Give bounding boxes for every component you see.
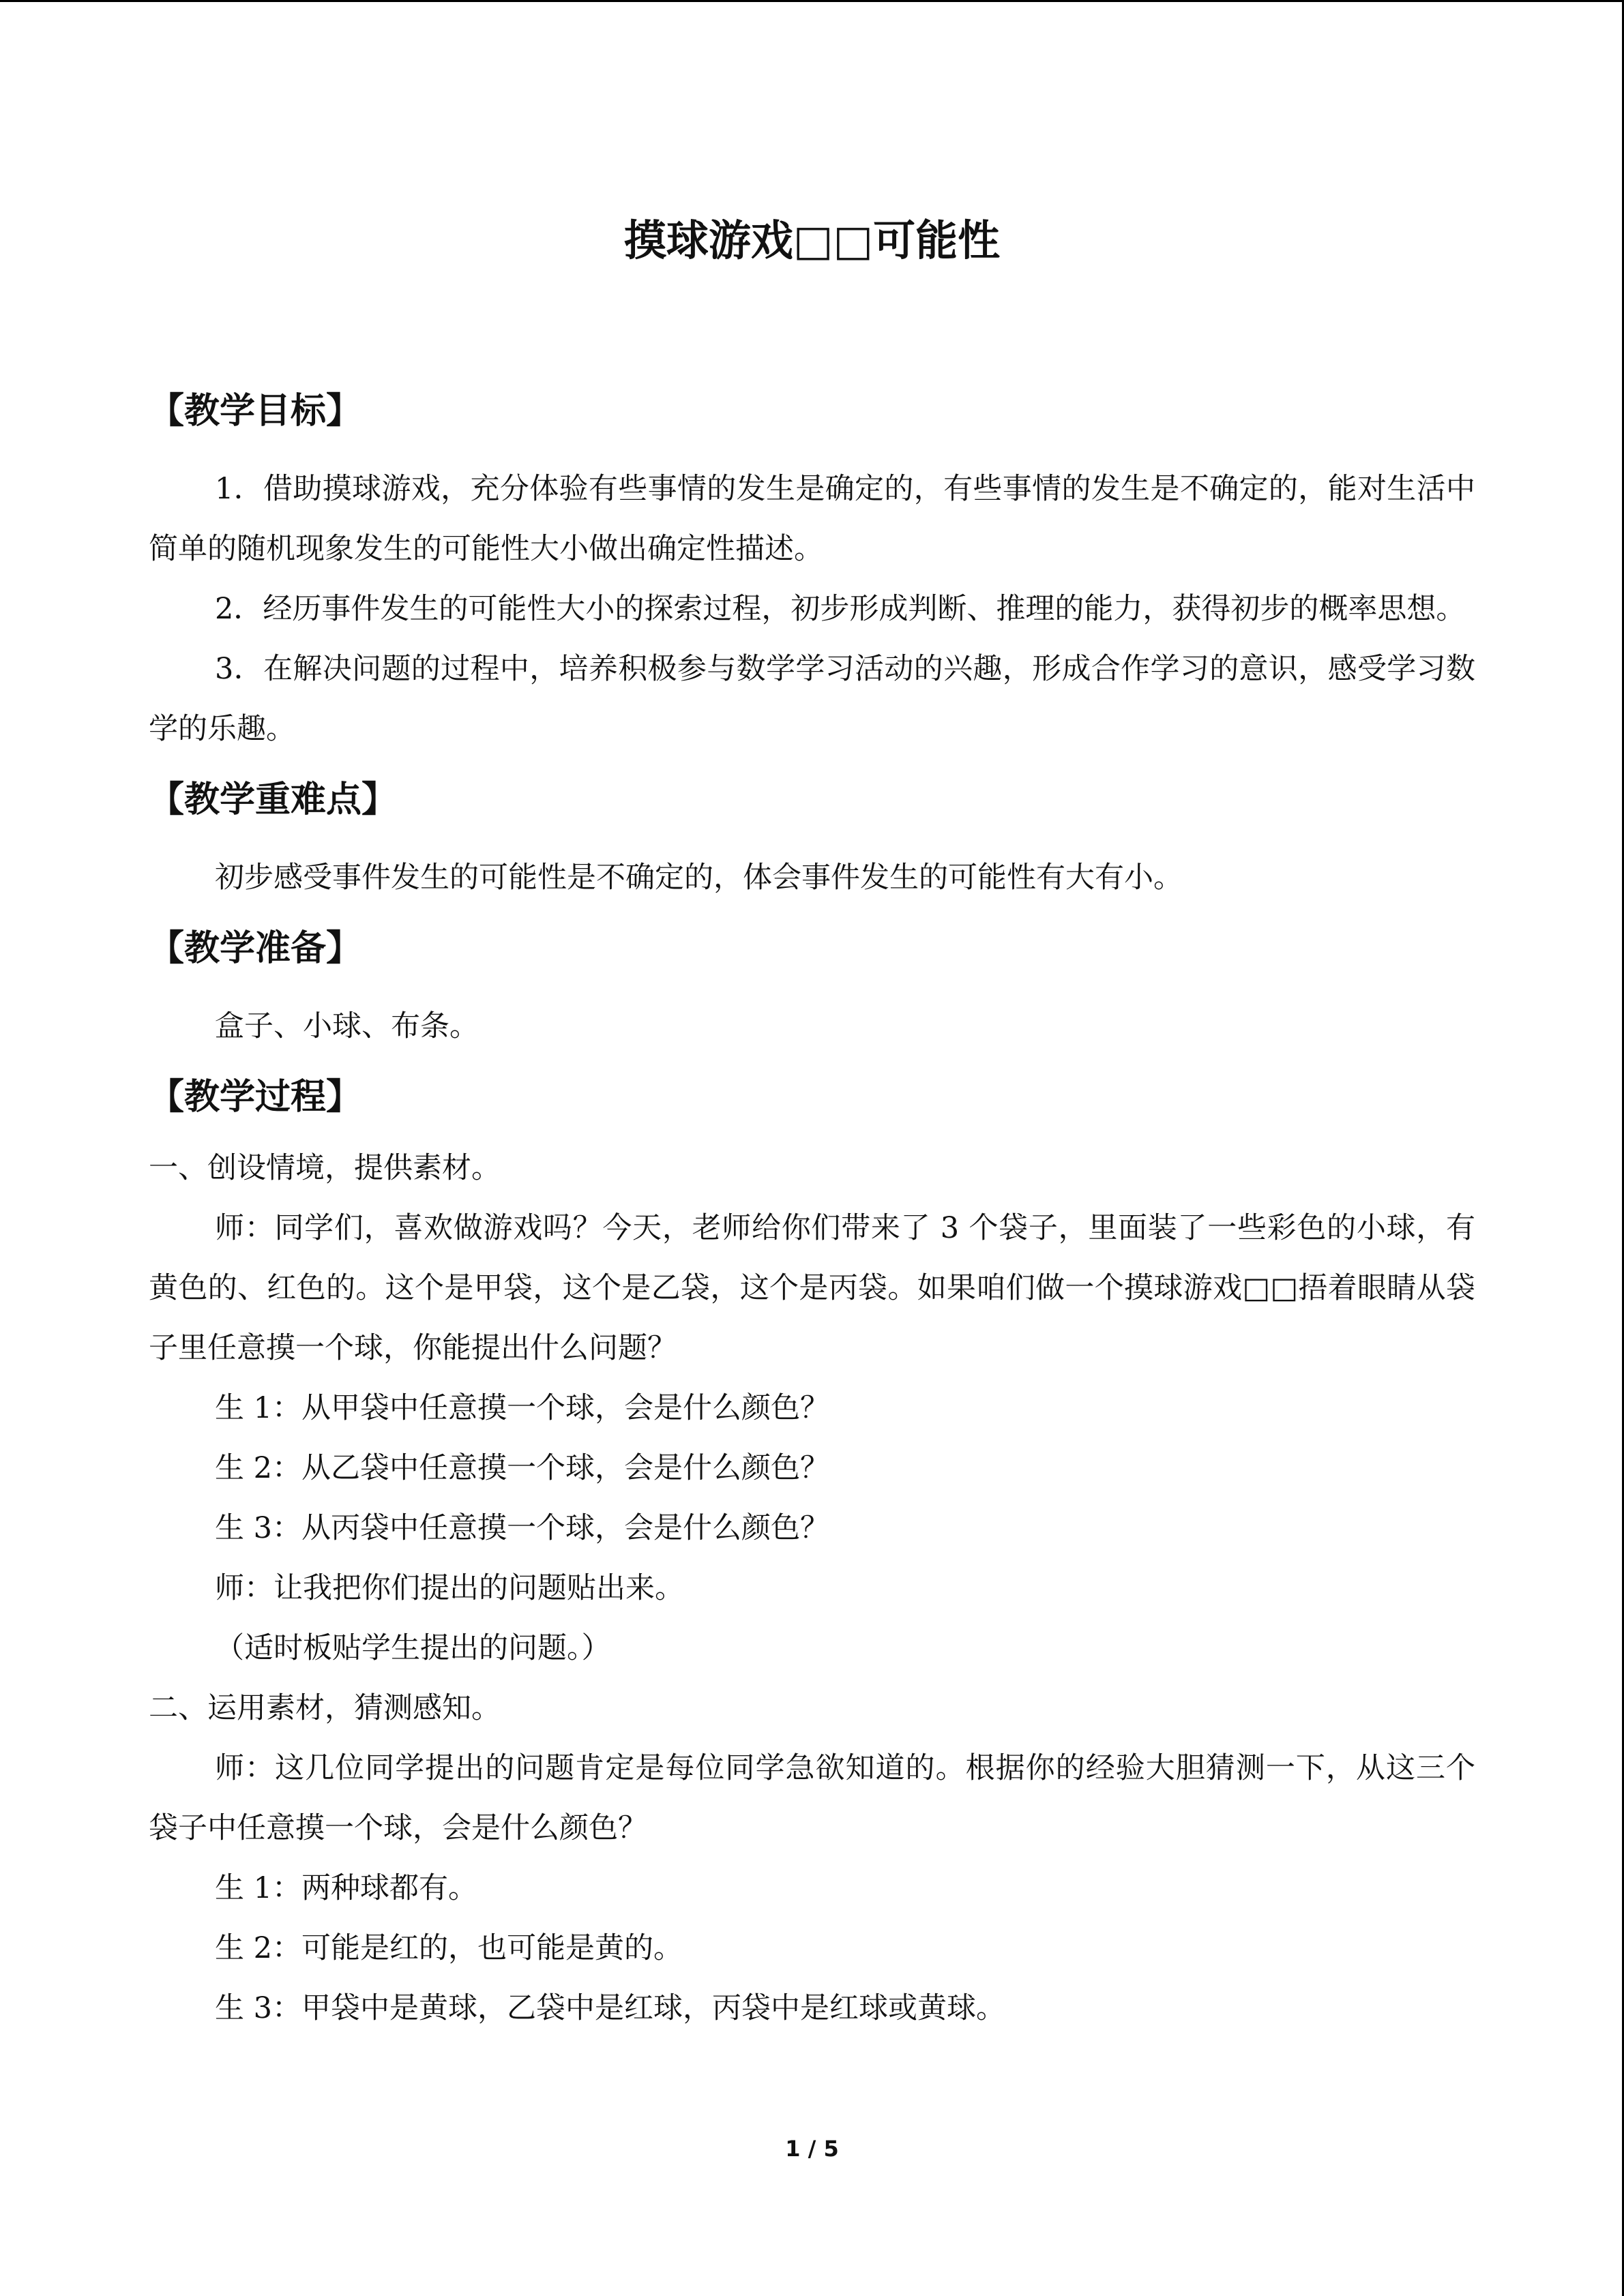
objective-item-3: 3．在解决问题的过程中，培养积极参与数学学习活动的兴趣，形成合作学习的意识，感受学习数学的乐趣。 [149,652,1475,746]
process-paragraph: 生 3：甲袋中是黄球，乙袋中是红球，丙袋中是红球或黄球。 [215,1991,1006,2025]
process-step-1-heading: 一、创设情境，提供素材。 [149,1151,501,1185]
process-paragraph: 师：同学们，喜欢做游戏吗？今天，老师给你们带来了 3 个袋子，里面装了一些彩色的小球，有黄色的、红色的。这个是甲袋，这个是乙袋，这个是丙袋。如果咱们做一个摸球游戏□□捂着眼睛从袋子里任意摸一个球，你能提出什么问题？ [149,1211,1475,1365]
page-number: 1 / 5 [785,2136,839,2162]
objective-item-2: 2．经历事件发生的可能性大小的探索过程，初步形成判断、推理的能力，获得初步的概率思想。 [215,592,1466,626]
heading-objectives: 【教学目标】 [149,391,362,432]
document-title: 摸球游戏□□可能性 [623,215,1001,265]
document-body [149,384,1475,2038]
preparation-text: 盒子、小球、布条。 [215,1009,479,1043]
process-paragraph: 生 1：两种球都有。 [215,1871,478,1905]
objective-item-1: 1．借助摸球游戏，充分体验有些事情的发生是确定的，有些事情的发生是不确定的，能对生活中简单的随机现象发生的可能性大小做出确定性描述。 [149,472,1475,566]
process-paragraph: 生 2：可能是红的，也可能是黄的。 [215,1931,683,1965]
process-paragraph: 师：让我把你们提出的问题贴出来。 [215,1571,684,1605]
process-paragraph: 师：这几位同学提出的问题肯定是每位同学急欲知道的。根据你的经验大胆猜测一下，从这三个袋子中任意摸一个球，会是什么颜色？ [149,1751,1475,1845]
process-paragraph: 生 2：从乙袋中任意摸一个球，会是什么颜色？ [215,1451,830,1485]
process-step-2-heading: 二、运用素材，猜测感知。 [149,1691,501,1725]
process-paragraph: 生 3：从丙袋中任意摸一个球，会是什么颜色？ [215,1511,830,1545]
process-note: （适时板贴学生提出的问题。） [215,1631,611,1665]
process-paragraph: 生 1：从甲袋中任意摸一个球，会是什么颜色？ [215,1391,830,1425]
heading-process: 【教学过程】 [149,1077,362,1118]
key-points-text: 初步感受事件发生的可能性是不确定的，体会事件发生的可能性有大有小。 [215,861,1183,895]
heading-preparation: 【教学准备】 [149,928,362,969]
heading-key-points: 【教学重难点】 [149,779,398,820]
